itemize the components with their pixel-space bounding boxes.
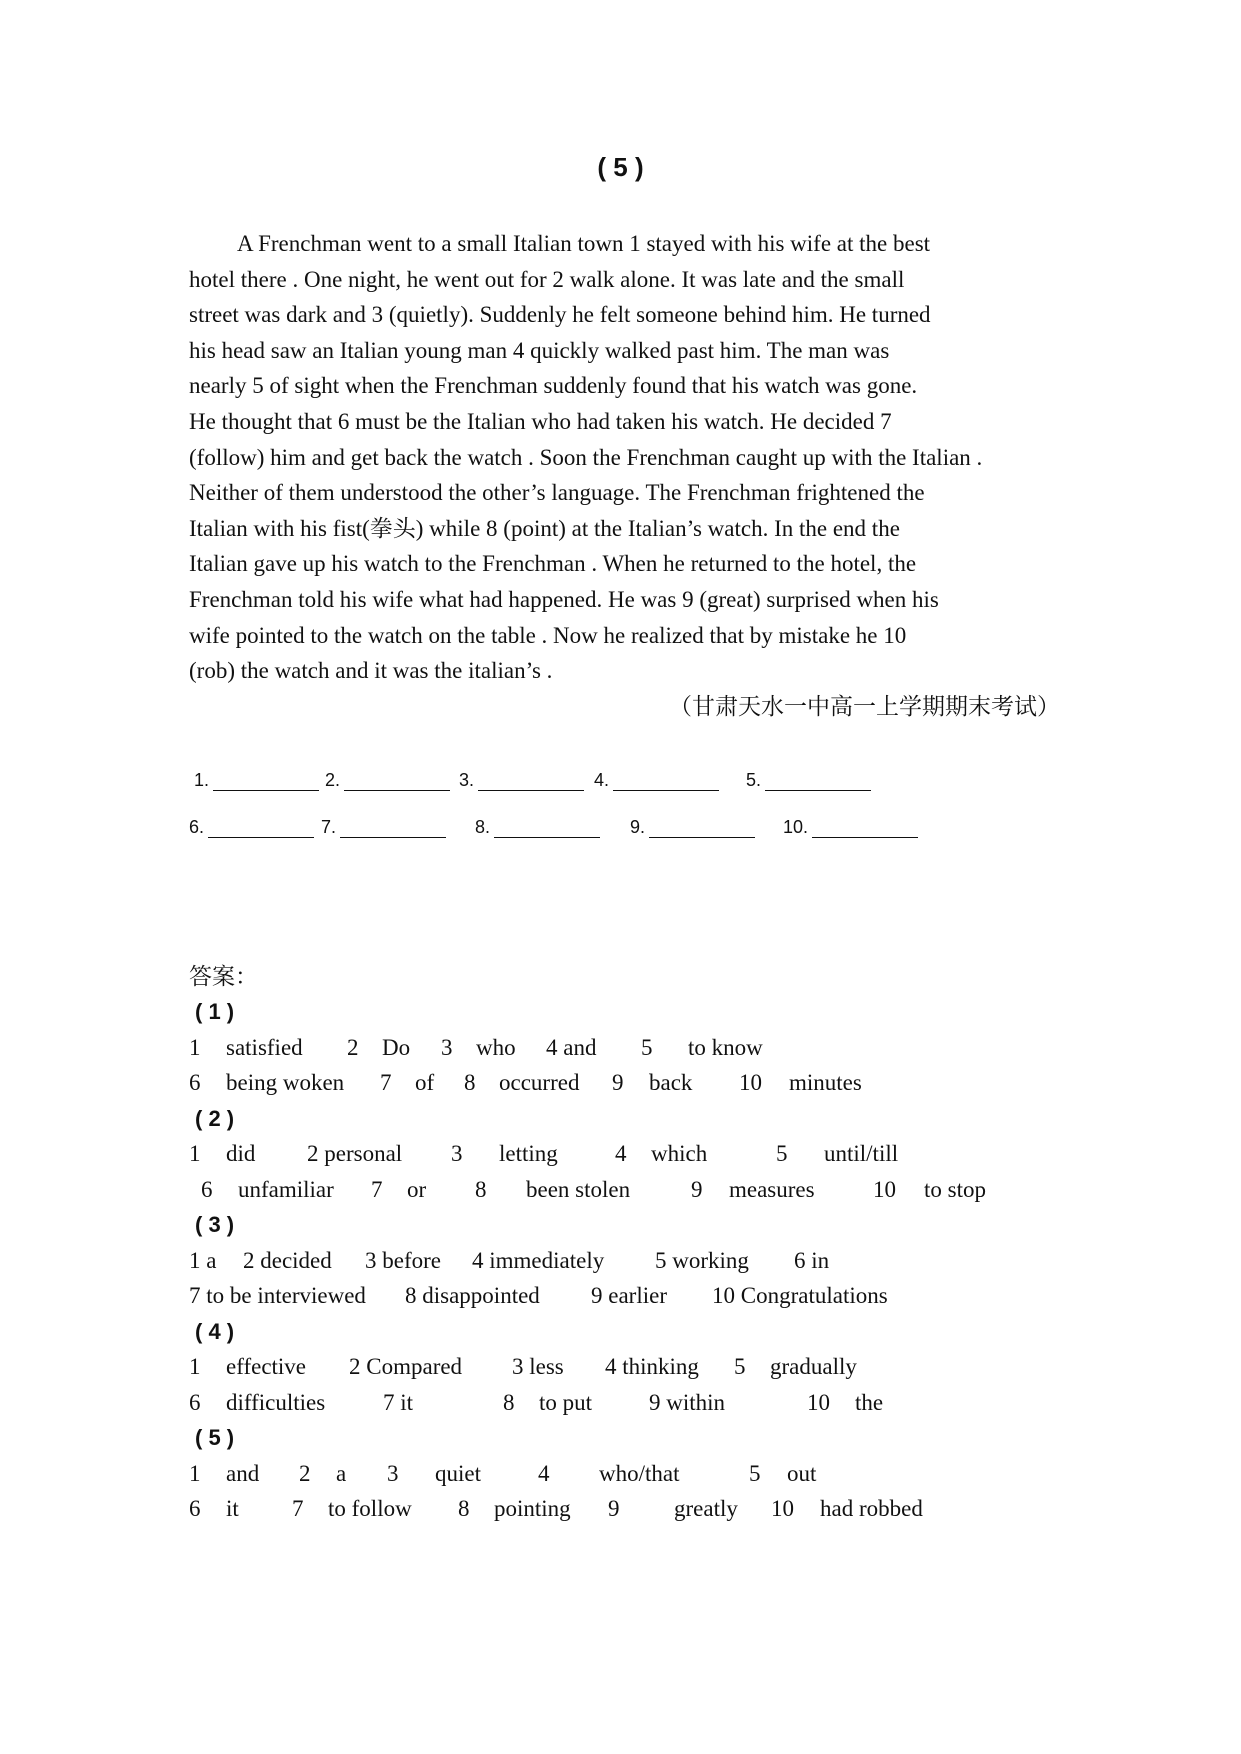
answer-item: being woken bbox=[226, 1070, 345, 1095]
answer-item: unfamiliar bbox=[238, 1176, 334, 1202]
answer-item: been stolen bbox=[526, 1176, 631, 1202]
answer-item: 1 bbox=[189, 1460, 201, 1486]
answer-item: 10 bbox=[873, 1176, 896, 1202]
answer-item: and bbox=[226, 1460, 260, 1486]
answer-item: 10 bbox=[739, 1070, 762, 1095]
answer-item: 7 bbox=[292, 1496, 304, 1521]
source-citation: （甘肃天水一中高一上学期期末考试） bbox=[669, 694, 1060, 720]
answer-item: 3 bbox=[441, 1034, 453, 1060]
answer-blank[interactable] bbox=[189, 817, 314, 838]
answer-blank[interactable] bbox=[475, 817, 600, 838]
answer-item: 6 in bbox=[794, 1247, 830, 1273]
blank-line bbox=[613, 772, 719, 791]
answer-section-label: ( 1 ) bbox=[195, 999, 235, 1024]
answer-key bbox=[189, 958, 986, 1527]
blank-number: 4. bbox=[594, 770, 610, 790]
answer-item: 2 bbox=[347, 1034, 359, 1060]
answer-item: 4 and bbox=[546, 1034, 597, 1060]
answer-item: 6 bbox=[201, 1176, 213, 1202]
answer-item: letting bbox=[499, 1141, 558, 1166]
answer-item: 7 to be interviewed bbox=[189, 1283, 366, 1308]
answer-row bbox=[189, 1456, 817, 1492]
passage-line: nearly 5 of sight when the Frenchman suddenly found that his watch was gone. bbox=[189, 373, 918, 399]
answer-item: 10 Congratulations bbox=[712, 1283, 888, 1308]
passage-line: Frenchman told his wife what had happened. He was 9 (great) surprised when his bbox=[189, 586, 939, 612]
answer-item: 8 bbox=[475, 1176, 487, 1202]
passage-line: A Frenchman went to a small Italian town 1 stayed with his wife at the best bbox=[237, 231, 931, 256]
answer-item: who bbox=[476, 1034, 516, 1060]
answer-item: it bbox=[226, 1496, 239, 1521]
blank-number: 9. bbox=[630, 817, 646, 837]
answer-item: 3 before bbox=[365, 1247, 441, 1273]
answer-item: 9 earlier bbox=[591, 1283, 667, 1308]
blank-line bbox=[649, 819, 755, 838]
answer-item: 8 bbox=[458, 1496, 470, 1521]
passage bbox=[189, 226, 1069, 689]
answer-key-heading: 答案： bbox=[189, 964, 258, 990]
answer-item: quiet bbox=[435, 1460, 481, 1486]
answer-item: 5 bbox=[734, 1354, 746, 1379]
answer-item: or bbox=[407, 1176, 427, 1202]
section-title: ( 5 ) bbox=[597, 152, 644, 182]
answer-row bbox=[189, 1030, 763, 1066]
answer-item: 3 bbox=[451, 1141, 463, 1166]
answer-item: did bbox=[226, 1141, 256, 1166]
answer-item: pointing bbox=[494, 1496, 571, 1521]
passage-line: hotel there . One night, he went out for 2 walk alone. It was late and the small bbox=[189, 266, 905, 292]
answer-item: to stop bbox=[924, 1176, 986, 1202]
answer-item: 2 bbox=[299, 1460, 311, 1486]
blank-line bbox=[812, 819, 918, 838]
answer-blank[interactable] bbox=[321, 817, 446, 838]
answer-item: minutes bbox=[789, 1070, 862, 1095]
answer-item: 4 immediately bbox=[472, 1247, 605, 1273]
blank-number: 8. bbox=[475, 817, 491, 837]
blank-line bbox=[344, 772, 450, 791]
answer-item: the bbox=[855, 1389, 884, 1415]
answer-item: 9 bbox=[691, 1176, 703, 1202]
answer-blank[interactable] bbox=[630, 817, 755, 838]
answer-item: 1 bbox=[189, 1141, 201, 1166]
passage-line: Neither of them understood the other’s language. The Frenchman frightened the bbox=[189, 480, 925, 506]
answer-item: 6 bbox=[189, 1496, 201, 1521]
answer-item: 8 disappointed bbox=[405, 1283, 540, 1308]
answer-item: who/that bbox=[599, 1460, 680, 1486]
blank-line bbox=[494, 819, 600, 838]
answer-blank[interactable] bbox=[194, 770, 319, 791]
answer-row bbox=[189, 1136, 899, 1172]
answer-item: 5 bbox=[749, 1460, 761, 1486]
answer-item: 1 bbox=[189, 1034, 201, 1060]
answer-item: 10 bbox=[771, 1496, 794, 1521]
answer-blank[interactable] bbox=[746, 770, 871, 791]
answer-item: 3 bbox=[387, 1460, 399, 1486]
answer-item: 6 bbox=[189, 1070, 201, 1095]
blank-line bbox=[213, 772, 319, 791]
answer-item: a bbox=[336, 1460, 347, 1486]
answer-row bbox=[189, 1278, 888, 1314]
answer-item: occurred bbox=[499, 1070, 580, 1095]
answer-item: 1 a bbox=[189, 1247, 217, 1273]
answer-section-label: ( 2 ) bbox=[195, 1105, 235, 1131]
answer-item: Do bbox=[382, 1034, 411, 1060]
answer-item: 9 within bbox=[649, 1389, 726, 1415]
answer-item: satisfied bbox=[226, 1034, 303, 1060]
answer-item: 7 it bbox=[383, 1389, 414, 1415]
blank-number: 6. bbox=[189, 817, 205, 837]
blank-line bbox=[765, 772, 871, 791]
answer-item: 1 bbox=[189, 1354, 201, 1379]
blank-number: 5. bbox=[746, 770, 762, 790]
answer-item: back bbox=[649, 1070, 693, 1095]
answer-section-label: ( 5 ) bbox=[195, 1425, 235, 1450]
blank-number: 1. bbox=[194, 770, 210, 790]
answer-item: 10 bbox=[807, 1389, 830, 1415]
answer-item: measures bbox=[729, 1176, 815, 1202]
answer-item: 2 Compared bbox=[349, 1354, 463, 1379]
answer-row bbox=[189, 1065, 862, 1101]
answer-item: 4 bbox=[615, 1141, 627, 1166]
answer-item: 2 personal bbox=[307, 1141, 403, 1166]
answer-item: 9 bbox=[612, 1070, 624, 1095]
blank-number: 3. bbox=[459, 770, 475, 790]
passage-line: street was dark and 3 (quietly). Suddenly he felt someone behind him. He turned bbox=[189, 302, 931, 328]
answer-item: 9 bbox=[608, 1496, 620, 1521]
answer-item: 3 less bbox=[512, 1354, 564, 1379]
passage-line: (rob) the watch and it was the italian’s . bbox=[189, 658, 553, 684]
answer-blank[interactable] bbox=[783, 817, 918, 838]
answer-item: gradually bbox=[770, 1354, 857, 1379]
answer-item: 4 thinking bbox=[605, 1354, 699, 1379]
answer-row bbox=[189, 1349, 857, 1385]
answer-item: 8 bbox=[464, 1070, 476, 1095]
passage-line: wife pointed to the watch on the table . Now he realized that by mistake he 10 bbox=[189, 622, 907, 648]
answer-blank[interactable] bbox=[325, 770, 450, 791]
answer-item: greatly bbox=[674, 1496, 738, 1521]
answer-row bbox=[189, 1491, 923, 1527]
answer-row bbox=[189, 1172, 986, 1208]
blank-line bbox=[478, 772, 584, 791]
answer-item: 7 bbox=[371, 1176, 383, 1202]
answer-item: 2 decided bbox=[243, 1247, 332, 1273]
passage-line: Italian gave up his watch to the Frenchman . When he returned to the hotel, the bbox=[189, 551, 917, 577]
blank-number: 7. bbox=[321, 817, 337, 837]
answer-item: 8 bbox=[503, 1389, 515, 1415]
passage-line: (follow) him and get back the watch . Soon the Frenchman caught up with the Italian . bbox=[189, 444, 983, 470]
blank-number: 2. bbox=[325, 770, 341, 790]
answer-item: to know bbox=[688, 1034, 763, 1060]
answer-row bbox=[189, 1243, 830, 1279]
passage-line: Italian with his fist(拳头) while 8 (point) at the Italian’s watch. In the end the bbox=[189, 515, 900, 541]
answer-item: to follow bbox=[328, 1496, 412, 1521]
answer-section-label: ( 3 ) bbox=[195, 1212, 235, 1237]
answer-item: had robbed bbox=[820, 1496, 923, 1521]
answer-blank[interactable] bbox=[594, 770, 719, 791]
answer-blank[interactable] bbox=[459, 770, 584, 791]
answer-section-label: ( 4 ) bbox=[195, 1318, 235, 1344]
answer-item: effective bbox=[226, 1354, 307, 1379]
answer-item: difficulties bbox=[226, 1389, 326, 1415]
blank-line bbox=[340, 819, 446, 838]
answer-item: 5 bbox=[641, 1034, 653, 1060]
answer-row bbox=[189, 1385, 884, 1421]
answer-item: 4 bbox=[538, 1460, 550, 1486]
answer-item: 7 bbox=[380, 1070, 392, 1095]
answer-item: out bbox=[787, 1460, 817, 1486]
answer-item: 5 bbox=[776, 1141, 788, 1166]
blank-number: 10. bbox=[783, 817, 809, 837]
answer-item: 6 bbox=[189, 1389, 201, 1415]
answer-item: 5 working bbox=[655, 1247, 749, 1273]
answer-item: to put bbox=[539, 1389, 593, 1415]
passage-line: He thought that 6 must be the Italian who had taken his watch. He decided 7 bbox=[189, 408, 892, 434]
passage-line: his head saw an Italian young man 4 quickly walked past him. The man was bbox=[189, 337, 890, 363]
answer-item: which bbox=[651, 1141, 708, 1166]
blank-line bbox=[208, 819, 314, 838]
answer-item: of bbox=[415, 1070, 435, 1095]
answer-item: until/till bbox=[824, 1141, 899, 1166]
